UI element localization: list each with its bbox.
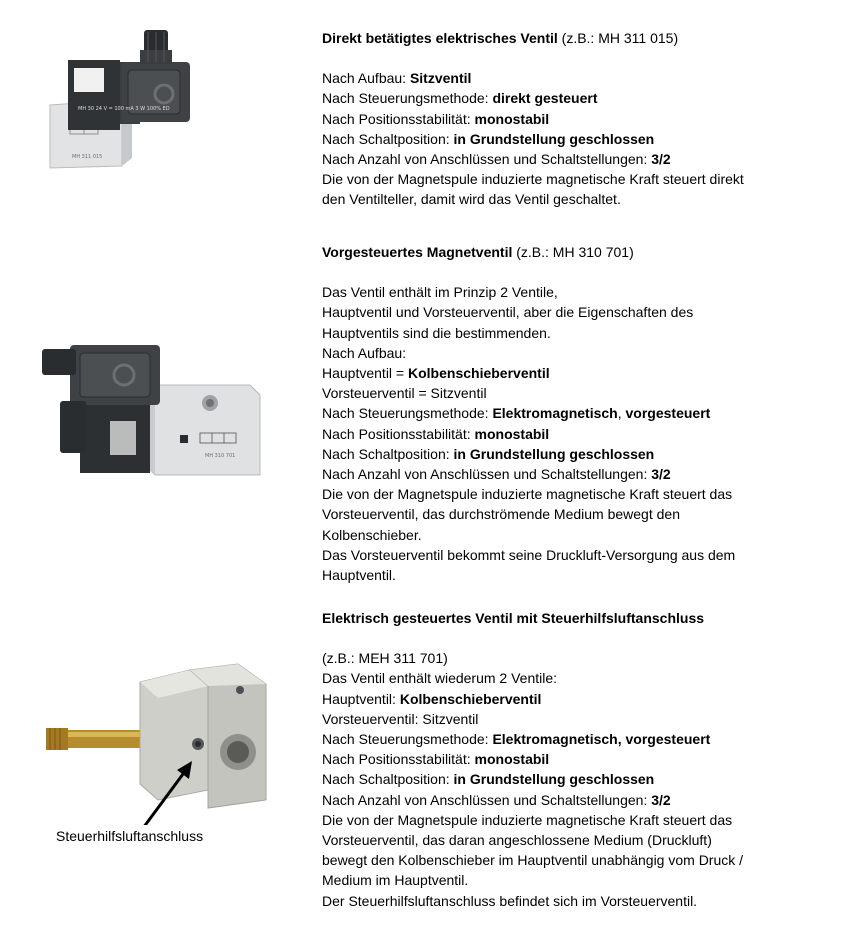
property-line: Nach Schaltposition: in Grundstellung geschlossen [322,130,655,147]
section-direct-valve [322,28,842,210]
svg-text:MH 311 015: MH 311 015 [72,154,103,160]
property-line: Vorsteuerventil: Sitzventil [322,710,479,727]
section-external-pilot-valve [322,608,842,911]
pilot-valve-photo [40,335,270,485]
property-line: Hauptventil: Kolbenschieberventil [322,690,542,707]
description-line: Das Vorsteuerventil bekommt seine Druckluft-Versorgung aus dem [322,546,736,563]
property-line: Nach Positionsstabilität: monostabil [322,425,550,442]
section-example: (z.B.: MH 310 701) [512,244,634,260]
section-title: Elektrisch gesteuertes Ventil mit Steuerhilfsluftanschluss [322,610,705,626]
description-line: Kolbenschieber. [322,526,422,543]
property-line: Nach Anzahl von Anschlüssen und Schaltstellungen: 3/2 [322,151,671,168]
section-title: Vorgesteuertes Magnetventil [322,244,513,260]
property-line: Nach Schaltposition: in Grundstellung geschlossen [322,771,655,788]
property-line: Vorsteuerventil = Sitzventil [322,385,487,402]
pilot-port-caption: Steuerhilfsluftanschluss [56,828,204,844]
description-line: Die von der Magnetspule induzierte magnetische Kraft steuert direkt [322,171,744,188]
description-line: Vorsteuerventil, das durchströmende Medium bewegt den [322,506,680,523]
property-line: Nach Anzahl von Anschlüssen und Schaltstellungen: 3/2 [322,466,671,483]
intro-line: Hauptventil und Vorsteuerventil, aber die Eigenschaften des [322,304,694,321]
section-example: (z.B.: MEH 311 701) [322,650,448,667]
section-title: Direkt betätigtes elektrisches Ventil [322,30,558,46]
description-line: bewegt den Kolbenschieber im Hauptventil unabhängig vom Druck / [322,852,744,869]
description-line: Der Steuerhilfsluftanschluss befindet sich im Vorsteuerventil. [322,892,698,909]
intro-line: Nach Aufbau: [322,344,407,361]
svg-text:MH 310 701: MH 310 701 [205,453,236,459]
property-line: Nach Positionsstabilität: monostabil [322,751,550,768]
property-line: Nach Anzahl von Anschlüssen und Schaltstellungen: 3/2 [322,791,671,808]
description-line: Vorsteuerventil, das daran angeschlossene Medium (Druckluft) [322,832,712,849]
property-line: Nach Schaltposition: in Grundstellung geschlossen [322,445,655,462]
description-line: Die von der Magnetspule induzierte magnetische Kraft steuert das [322,486,733,503]
property-line: Nach Steuerungsmethode: direkt gesteuert [322,90,598,107]
direct-valve-photo [40,22,230,177]
intro-line: Das Ventil enthält im Prinzip 2 Ventile, [322,284,558,301]
description-line: den Ventilteller, damit wird das Ventil geschaltet. [322,191,621,208]
property-line: Nach Aufbau: Sitzventil [322,70,472,87]
property-line: Hauptventil = Kolbenschieberventil [322,365,550,382]
intro-line: Hauptventils sind die bestimmenden. [322,324,551,341]
section-example: (z.B.: MH 311 015) [557,30,679,46]
description-line: Hauptventil. [322,567,396,584]
intro-line: Das Ventil enthält wiederum 2 Ventile: [322,670,558,687]
svg-text:MH 30 24 V = 100 mA 3 W 100% E: MH 30 24 V = 100 mA 3 W 100% ED [78,106,170,112]
external-pilot-valve-photo [40,650,290,825]
description-line: Die von der Magnetspule induzierte magnetische Kraft steuert das [322,811,733,828]
property-line: Nach Steuerungsmethode: Elektromagnetisch, vorgesteuert [322,405,711,422]
section-pilot-valve [322,242,842,585]
property-line: Nach Steuerungsmethode: Elektromagnetisch, vorgesteuert [322,731,711,748]
description-line: Medium im Hauptventil. [322,872,469,889]
property-line: Nach Positionsstabilität: monostabil [322,110,550,127]
